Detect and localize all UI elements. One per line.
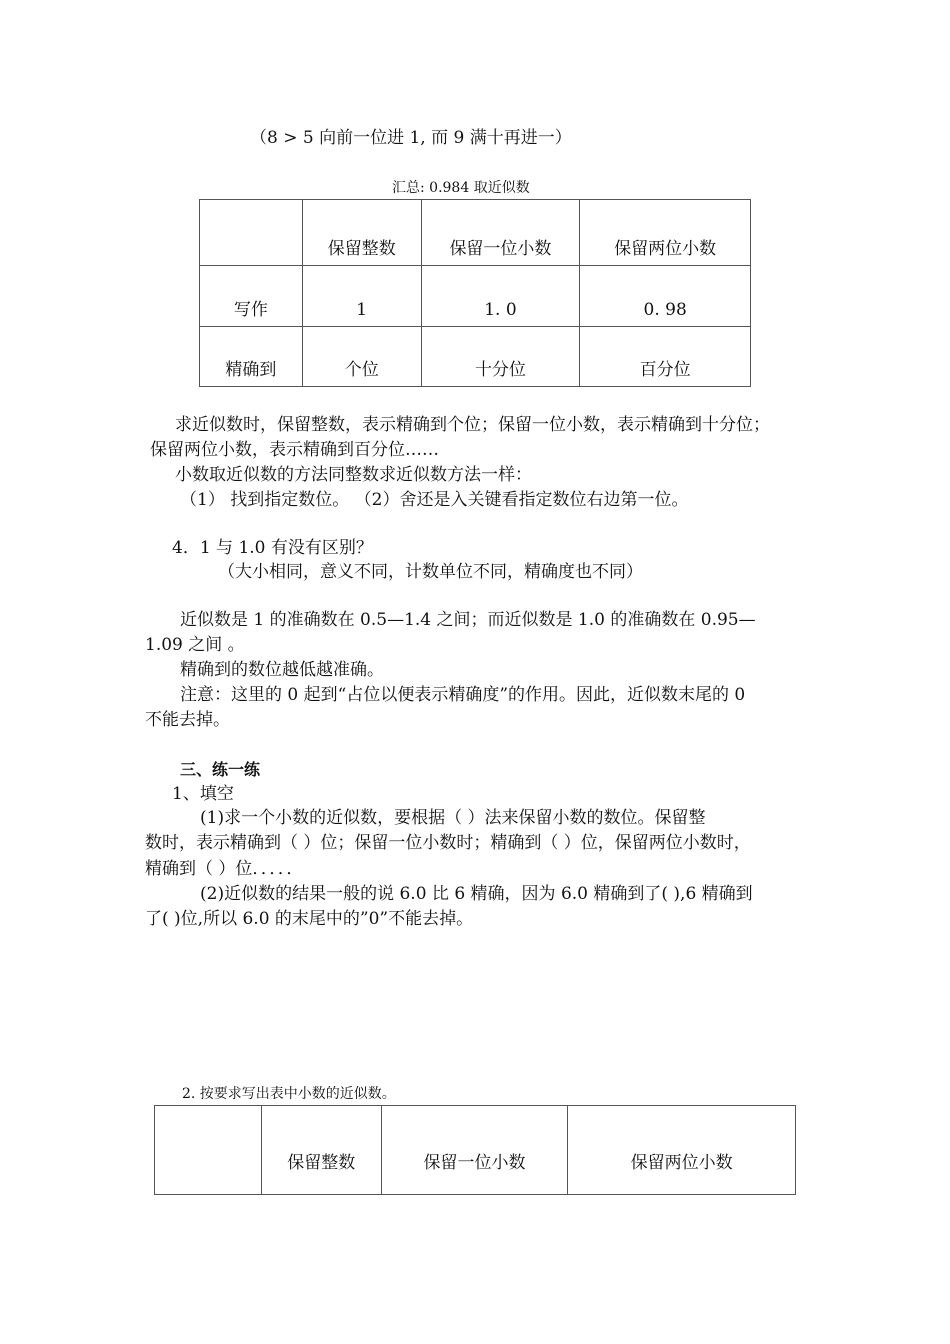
summary-table: [199, 199, 751, 387]
section-title: 三、练一练: [180, 760, 261, 779]
section-subtitle: 1、填空: [172, 784, 234, 804]
paragraph-line: 不能去掉。: [145, 710, 230, 730]
table-cell: 1. 0: [421, 266, 580, 327]
exercise-line: (1)求一个小数的近似数，要根据（ ）法来保留小数的数位。保留整: [200, 808, 706, 828]
table-cell: 保留整数: [261, 1106, 381, 1195]
question-2-prompt: 2. 按要求写出表中小数的近似数。: [182, 1086, 396, 1102]
table-cell: 十分位: [421, 327, 580, 387]
paragraph-line: 近似数是 1 的准确数在 0.5—1.4 之间；而近似数是 1.0 的准确数在 0.95—: [180, 610, 756, 630]
exercise-line: 了( )位,所以 6.0 的末尾中的”0”不能去掉。: [145, 909, 474, 929]
table-cell: 保留一位小数: [421, 200, 580, 266]
exercise-line: 精确到（ ）位．．．．．: [145, 859, 304, 879]
table-cell: 保留两位小数: [568, 1106, 796, 1195]
table-cell: 保留两位小数: [580, 200, 751, 266]
table-cell: 保留一位小数: [381, 1106, 568, 1195]
intro-note: （8 > 5 向前一位进 1, 而 9 满十再进一）: [250, 128, 572, 148]
table-row: [200, 327, 751, 387]
exercise-line: 数时，表示精确到（ ）位；保留一位小数时；精确到（ ）位，保留两位小数时，: [145, 833, 751, 853]
table-row: [200, 200, 751, 266]
paragraph-line: 求近似数时，保留整数，表示精确到个位；保留一位小数，表示精确到十分位；: [175, 415, 770, 435]
table-cell: 保留整数: [302, 200, 421, 266]
paragraph-line: （1） 找到指定数位。 （2）舍还是入关键看指定数位右边第一位。: [180, 490, 689, 510]
table-row: [155, 1106, 796, 1195]
table-cell: 个位: [302, 327, 421, 387]
paragraph-line: 小数取近似数的方法同整数求近似数方法一样：: [175, 465, 532, 485]
exercise-line: (2)近似数的结果一般的说 6.0 比 6 精确，因为 6.0 精确到了( ),6 精确到: [200, 884, 753, 904]
table-cell: 精确到: [200, 327, 303, 387]
table-cell: 写作: [200, 266, 303, 327]
table-cell: 0. 98: [580, 266, 751, 327]
table-cell: 1: [302, 266, 421, 327]
table1-caption: 汇总: 0.984 取近似数: [392, 180, 530, 196]
paragraph-line: 1.09 之间 。: [145, 635, 245, 655]
table-cell: [155, 1106, 262, 1195]
table-row: [200, 266, 751, 327]
table-cell: [200, 200, 303, 266]
table-cell: 百分位: [580, 327, 751, 387]
question-4: 4．1 与 1.0 有没有区别？: [172, 538, 373, 558]
paragraph-line: 保留两位小数，表示精确到百分位……: [150, 440, 439, 460]
paragraph-line: 精确到的数位越低越准确。: [180, 660, 384, 680]
paragraph-line: 注意：这里的 0 起到“占位以便表示精确度”的作用。因此，近似数末尾的 0: [180, 685, 746, 705]
exercise-table: [154, 1105, 796, 1195]
question-4-answer: （大小相同，意义不同，计数单位不同，精确度也不同）: [218, 562, 643, 582]
